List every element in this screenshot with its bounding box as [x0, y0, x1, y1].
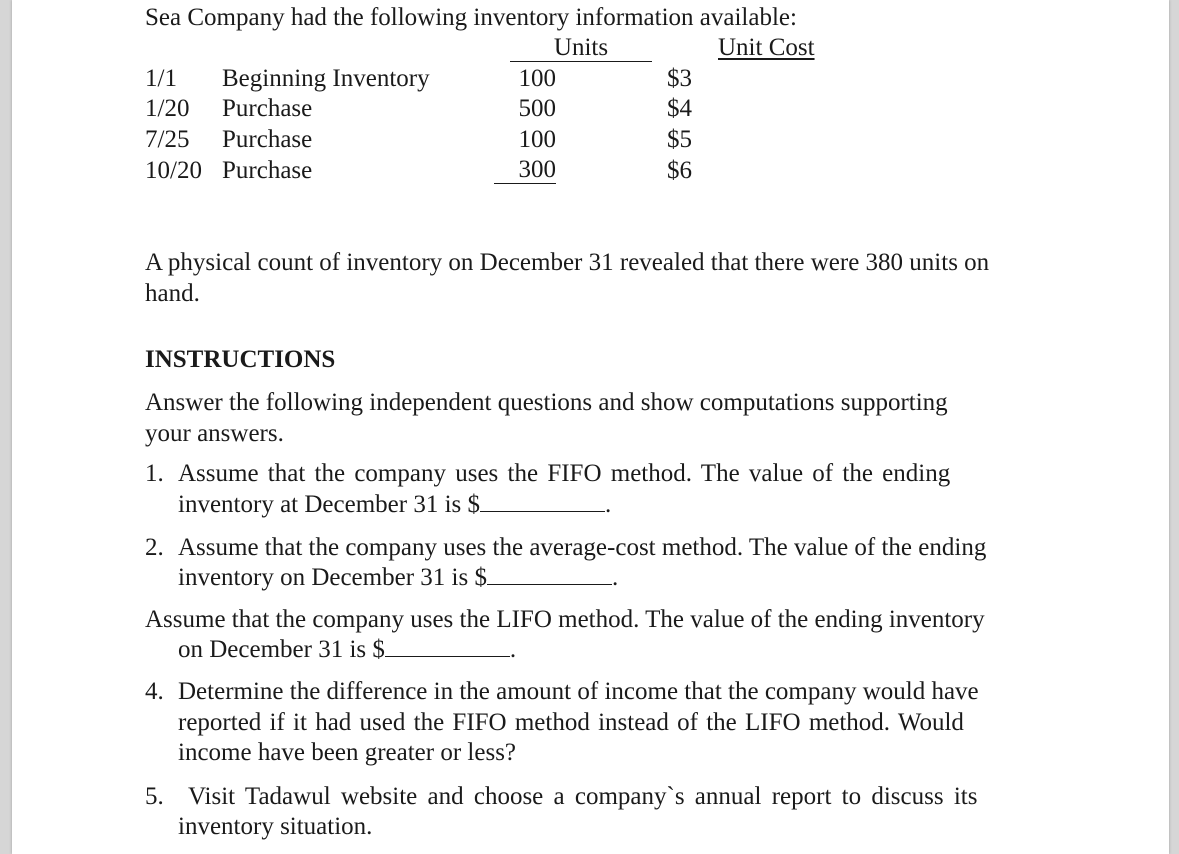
row-unit-cost: $5 — [667, 126, 692, 153]
row-unit-cost: $6 — [667, 157, 692, 184]
row-units: 300 — [494, 156, 556, 184]
row-units: 100 — [518, 126, 556, 153]
document-page — [12, 0, 1169, 854]
instructions-heading: INSTRUCTIONS — [145, 346, 336, 373]
question-line-3: income have been greater or less? — [178, 739, 517, 766]
question-line-1: Determine the difference in the amount of income that the company would have — [178, 678, 979, 705]
units-header: Units — [553, 34, 609, 61]
question-line-2: inventory on December 31 is $ . — [178, 564, 619, 591]
question-line-2: inventory at December 31 is $ . — [178, 491, 612, 518]
question-line-2: inventory situation. — [178, 813, 373, 840]
instructions-line-2: your answers. — [145, 420, 284, 447]
row-date: 10/20 — [145, 157, 202, 184]
instructions-line-1: Answer the following independent questions and show computations supporting — [145, 389, 948, 416]
row-unit-cost: $3 — [667, 65, 692, 92]
row-description: Purchase — [222, 95, 313, 122]
row-date: 7/25 — [145, 126, 190, 153]
units-header-rule — [510, 61, 652, 62]
answer-blank[interactable] — [480, 491, 605, 512]
question-number: 1. — [145, 460, 164, 487]
question-line-1: Assume that the company uses the average-cost method. The value of the ending — [178, 534, 987, 561]
unit-cost-header: Unit Cost — [718, 34, 815, 61]
row-description: Purchase — [222, 126, 313, 153]
row-description: Purchase — [222, 157, 313, 184]
row-date: 1/20 — [145, 95, 190, 122]
row-unit-cost: $4 — [667, 95, 692, 122]
question-line-1: Assume that the company uses the FIFO method. The value of the ending — [178, 460, 951, 487]
question-line-1: Assume that the company uses the LIFO method. The value of the ending inventory — [145, 606, 985, 633]
count-text-line-1: A physical count of inventory on December 31 revealed that there were 380 units on — [145, 249, 990, 276]
question-number: 4. — [145, 678, 164, 705]
question-line-2: on December 31 is $ . — [178, 636, 517, 663]
question-line-2: reported if it had used the FIFO method instead of the LIFO method. Would — [178, 709, 964, 736]
question-number: 5. — [145, 783, 164, 810]
intro-text: Sea Company had the following inventory information available: — [145, 4, 797, 31]
count-text-line-2: hand. — [145, 280, 200, 307]
row-description: Beginning Inventory — [222, 65, 430, 92]
answer-blank[interactable] — [385, 636, 510, 657]
row-units: 100 — [518, 65, 556, 92]
question-line-1: Visit Tadawul website and choose a company`s annual report to discuss its — [188, 783, 978, 810]
row-date: 1/1 — [145, 65, 177, 92]
row-units: 500 — [518, 95, 556, 122]
question-number: 2. — [145, 534, 164, 561]
answer-blank[interactable] — [487, 564, 612, 585]
